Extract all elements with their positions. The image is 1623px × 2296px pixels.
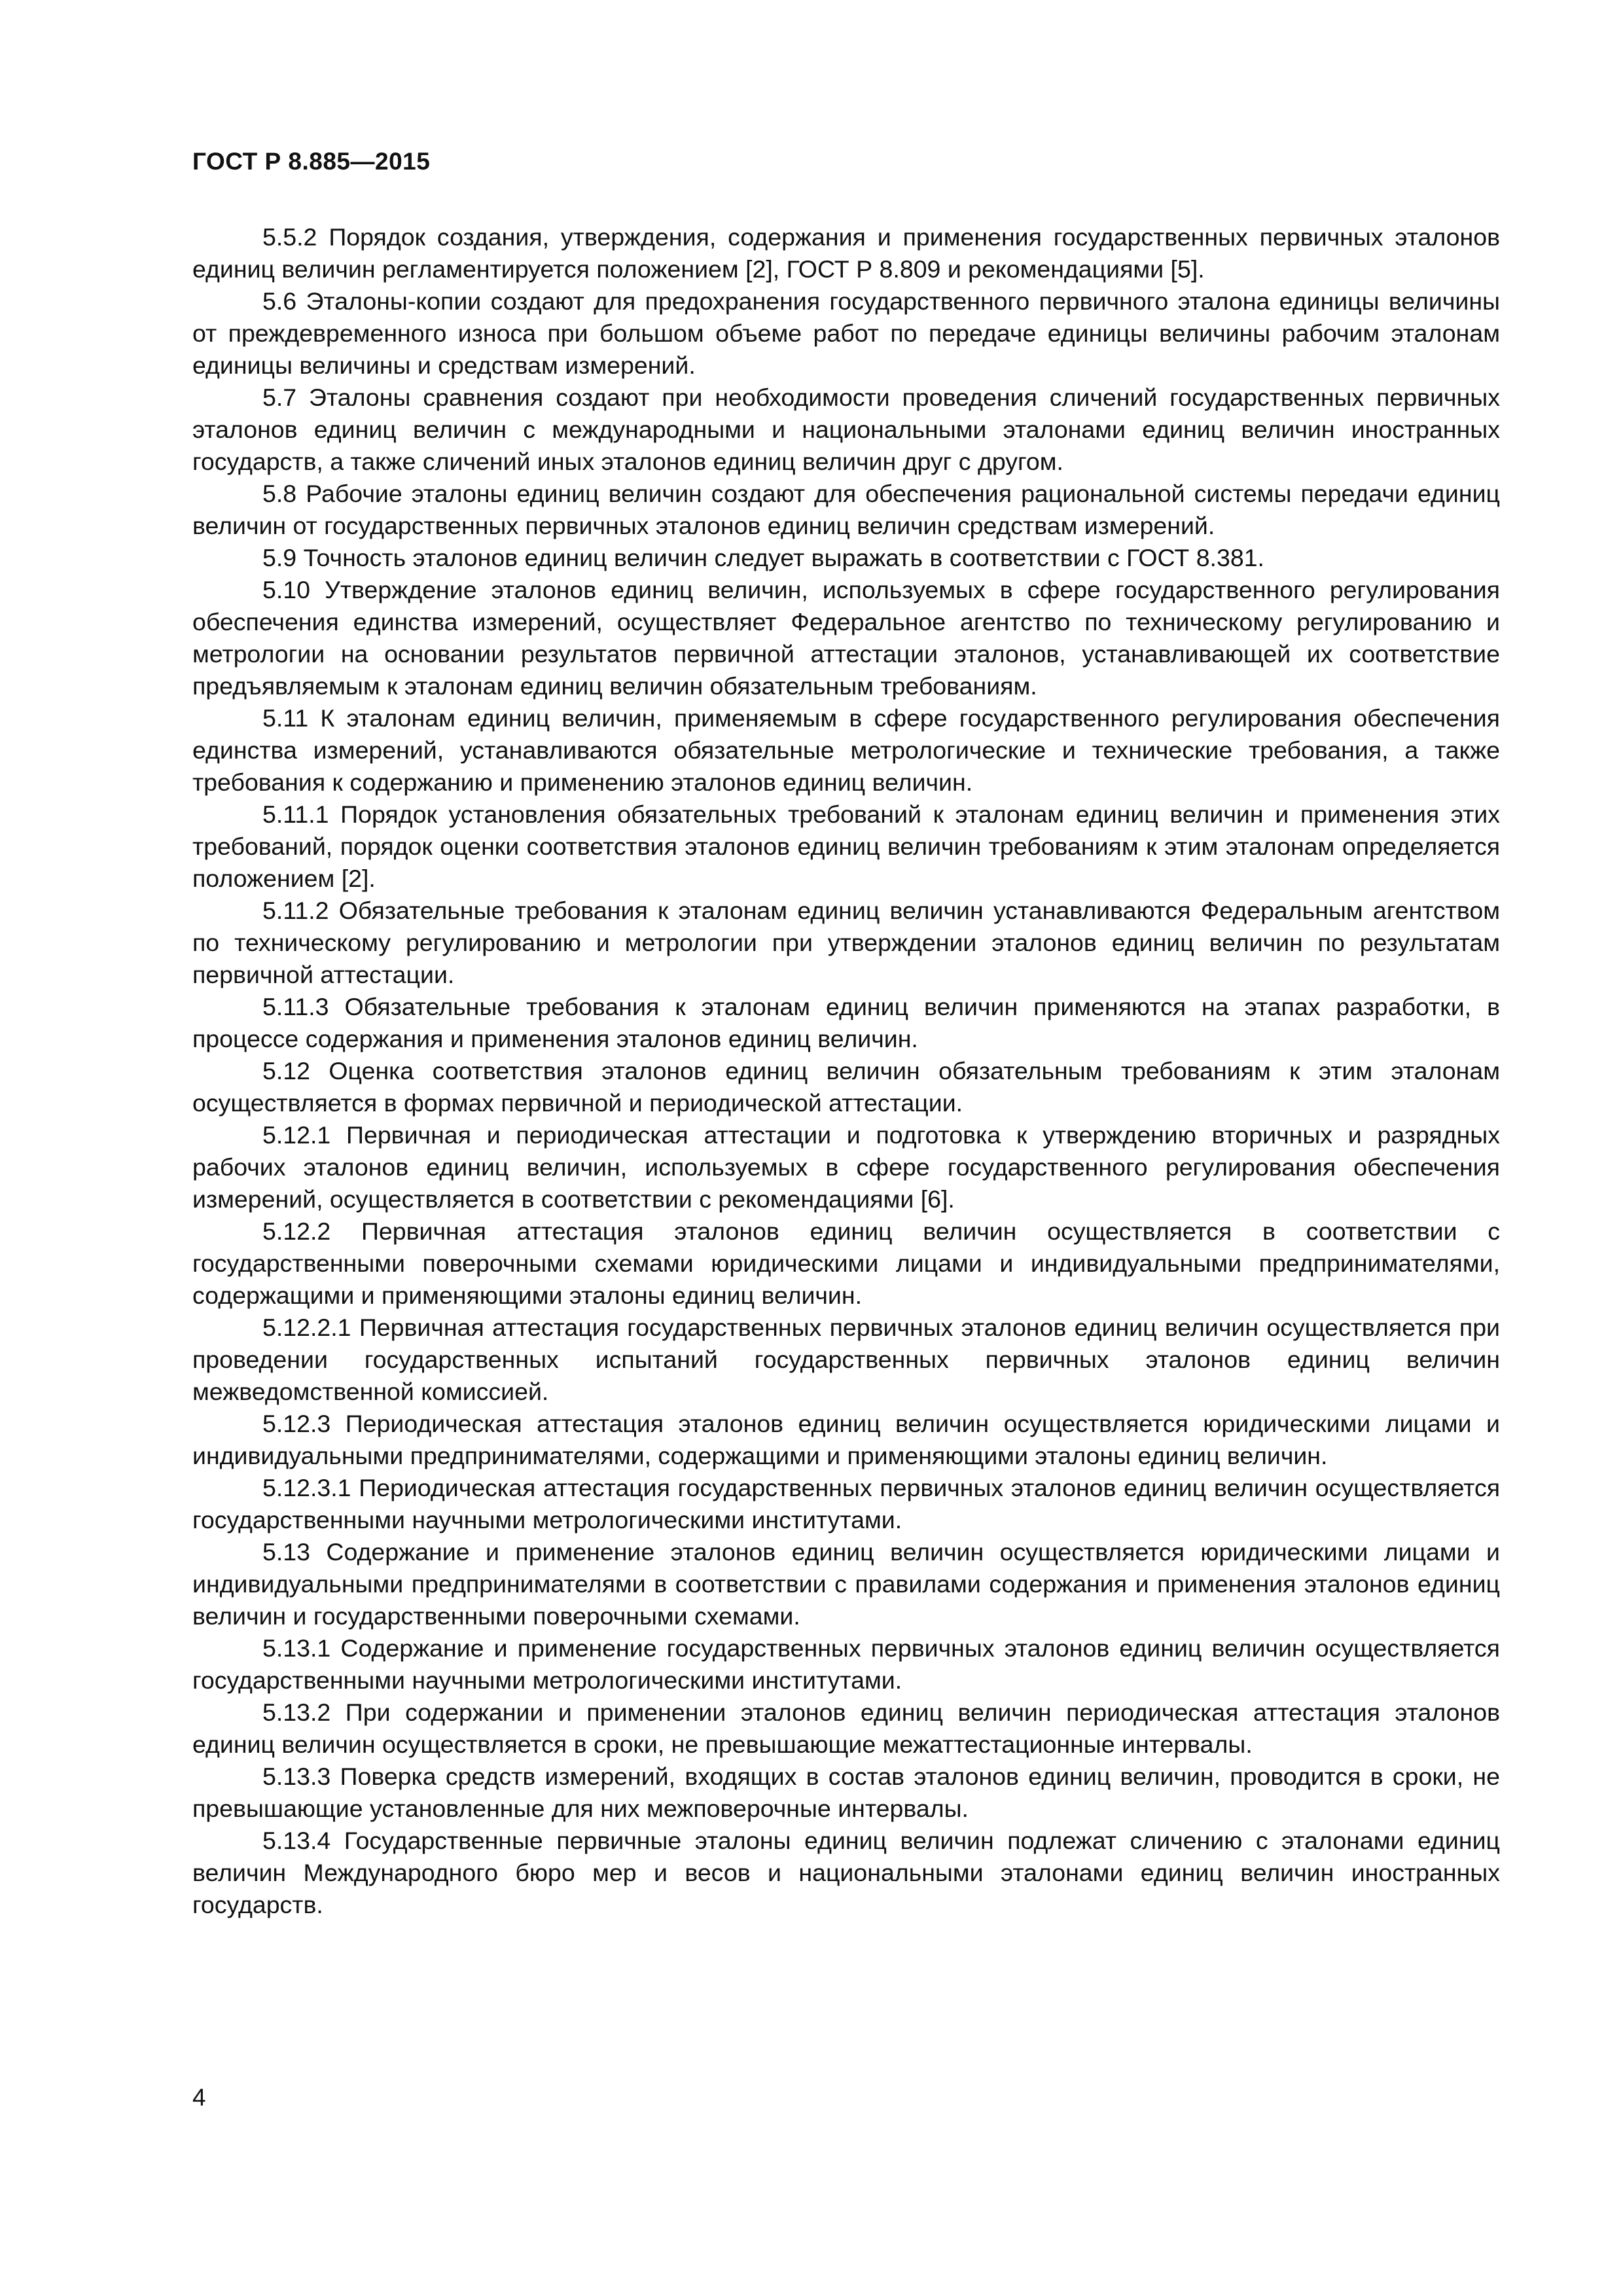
paragraph-5-12: 5.12 Оценка соответствия эталонов единиц величин обязательным требованиям к этим эталонам осуществляется в формах первичной и периодической аттестации. <box>192 1057 1500 1117</box>
paragraph-5-13-3: 5.13.3 Поверка средств измерений, входящих в состав эталонов единиц величин, проводится в сроки, не превышающие установленные для них межповерочные интервалы. <box>192 1763 1500 1822</box>
paragraph-5-13-4: 5.13.4 Государственные первичные эталоны единиц величин подлежат сличению с эталонами единиц величин Международного бюро мер и весов и национальными эталонами единиц величин иностранных государств. <box>192 1827 1500 1918</box>
paragraph-5-11: 5.11 К эталонам единиц величин, применяемым в сфере государственного регулирования обеспечения единства измерений, устанавливаются обязательные метрологические и технические требования, а также требования к содержанию и применению эталонов единиц величин. <box>192 704 1500 796</box>
document-code-header: ГОСТ Р 8.885—2015 <box>192 148 431 175</box>
paragraph-5-12-1: 5.12.1 Первичная и периодическая аттестации и подготовка к утверждению вторичных и разрядных рабочих эталонов единиц величин, используемых в сфере государственного регулирования обеспечения измерений, осуществляется в соответствии с рекомендациями [6]. <box>192 1121 1500 1213</box>
paragraph-5-12-2: 5.12.2 Первичная аттестация эталонов единиц величин осуществляется в соответствии с государственными поверочными схемами юридическими лицами и индивидуальными предпринимателями, содержащими и применяющими эталоны единиц величин. <box>192 1217 1500 1309</box>
document-body <box>192 221 1500 1921</box>
page-number: 4 <box>192 2084 206 2111</box>
paragraph-5-11-3: 5.11.3 Обязательные требования к эталонам единиц величин применяются на этапах разработки, в процессе содержания и применения эталонов единиц величин. <box>192 993 1500 1052</box>
paragraph-5-12-3: 5.12.3 Периодическая аттестация эталонов единиц величин осуществляется юридическими лицами и индивидуальными предпринимателями, содержащими и применяющими эталоны единиц величин. <box>192 1410 1500 1469</box>
paragraph-5-8: 5.8 Рабочие эталоны единиц величин создают для обеспечения рациональной системы передачи единиц величин от государственных первичных эталонов единиц величин средствам измерений. <box>192 480 1500 539</box>
paragraph-5-13: 5.13 Содержание и применение эталонов единиц величин осуществляется юридическими лицами и индивидуальными предпринимателями в соответствии с правилами содержания и применения эталонов единиц величин и государственными поверочными схемами. <box>192 1538 1500 1630</box>
paragraph-5-11-2: 5.11.2 Обязательные требования к эталонам единиц величин устанавливаются Федеральным агентством по техническому регулированию и метрологии при утверждении эталонов единиц величин по результатам первичной аттестации. <box>192 897 1500 988</box>
paragraph-5-12-3-1: 5.12.3.1 Периодическая аттестация государственных первичных эталонов единиц величин осуществляется государственными научными метрологическими институтами. <box>192 1474 1500 1534</box>
paragraph-5-10: 5.10 Утверждение эталонов единиц величин, используемых в сфере государственного регулирования обеспечения единства измерений, осуществляет Федеральное агентство по техническому регулированию и метрологии на основании результатов первичной аттестации эталонов, устанавливающей их соответствие предъявляемым к эталонам единиц величин обязательным требованиям. <box>192 576 1500 700</box>
paragraph-5-12-2-1: 5.12.2.1 Первичная аттестация государственных первичных эталонов единиц величин осуществляется при проведении государственных испытаний государственных первичных эталонов единиц величин межведомственной комиссией. <box>192 1314 1500 1405</box>
paragraph-5-5-2: 5.5.2 Порядок создания, утверждения, содержания и применения государственных первичных эталонов единиц величин регламентируется положением [2], ГОСТ Р 8.809 и рекомендациями [5]. <box>192 223 1500 283</box>
paragraph-5-13-1: 5.13.1 Содержание и применение государственных первичных эталонов единиц величин осуществляется государственными научными метрологическими институтами. <box>192 1634 1500 1694</box>
paragraph-5-7: 5.7 Эталоны сравнения создают при необходимости проведения сличений государственных первичных эталонов единиц величин с международными и национальными эталонами единиц величин иностранных государств, а также сличений иных эталонов единиц величин друг с другом. <box>192 384 1500 475</box>
paragraph-5-6: 5.6 Эталоны-копии создают для предохранения государственного первичного эталона единицы величины от преждевременного износа при большом объеме работ по передаче единицы величины рабочим эталонам единицы величины и средствам измерений. <box>192 287 1500 379</box>
paragraph-5-13-2: 5.13.2 При содержании и применении эталонов единиц величин периодическая аттестация эталонов единиц величин осуществляется в сроки, не превышающие межаттестационные интервалы. <box>192 1698 1500 1758</box>
paragraph-5-11-1: 5.11.1 Порядок установления обязательных требований к эталонам единиц величин и применения этих требований, порядок оценки соответствия эталонов единиц величин требованиям к этим эталонам определяется положением [2]. <box>192 800 1500 892</box>
paragraph-5-9: 5.9 Точность эталонов единиц величин следует выражать в соответствии с ГОСТ 8.381. <box>262 544 1264 571</box>
